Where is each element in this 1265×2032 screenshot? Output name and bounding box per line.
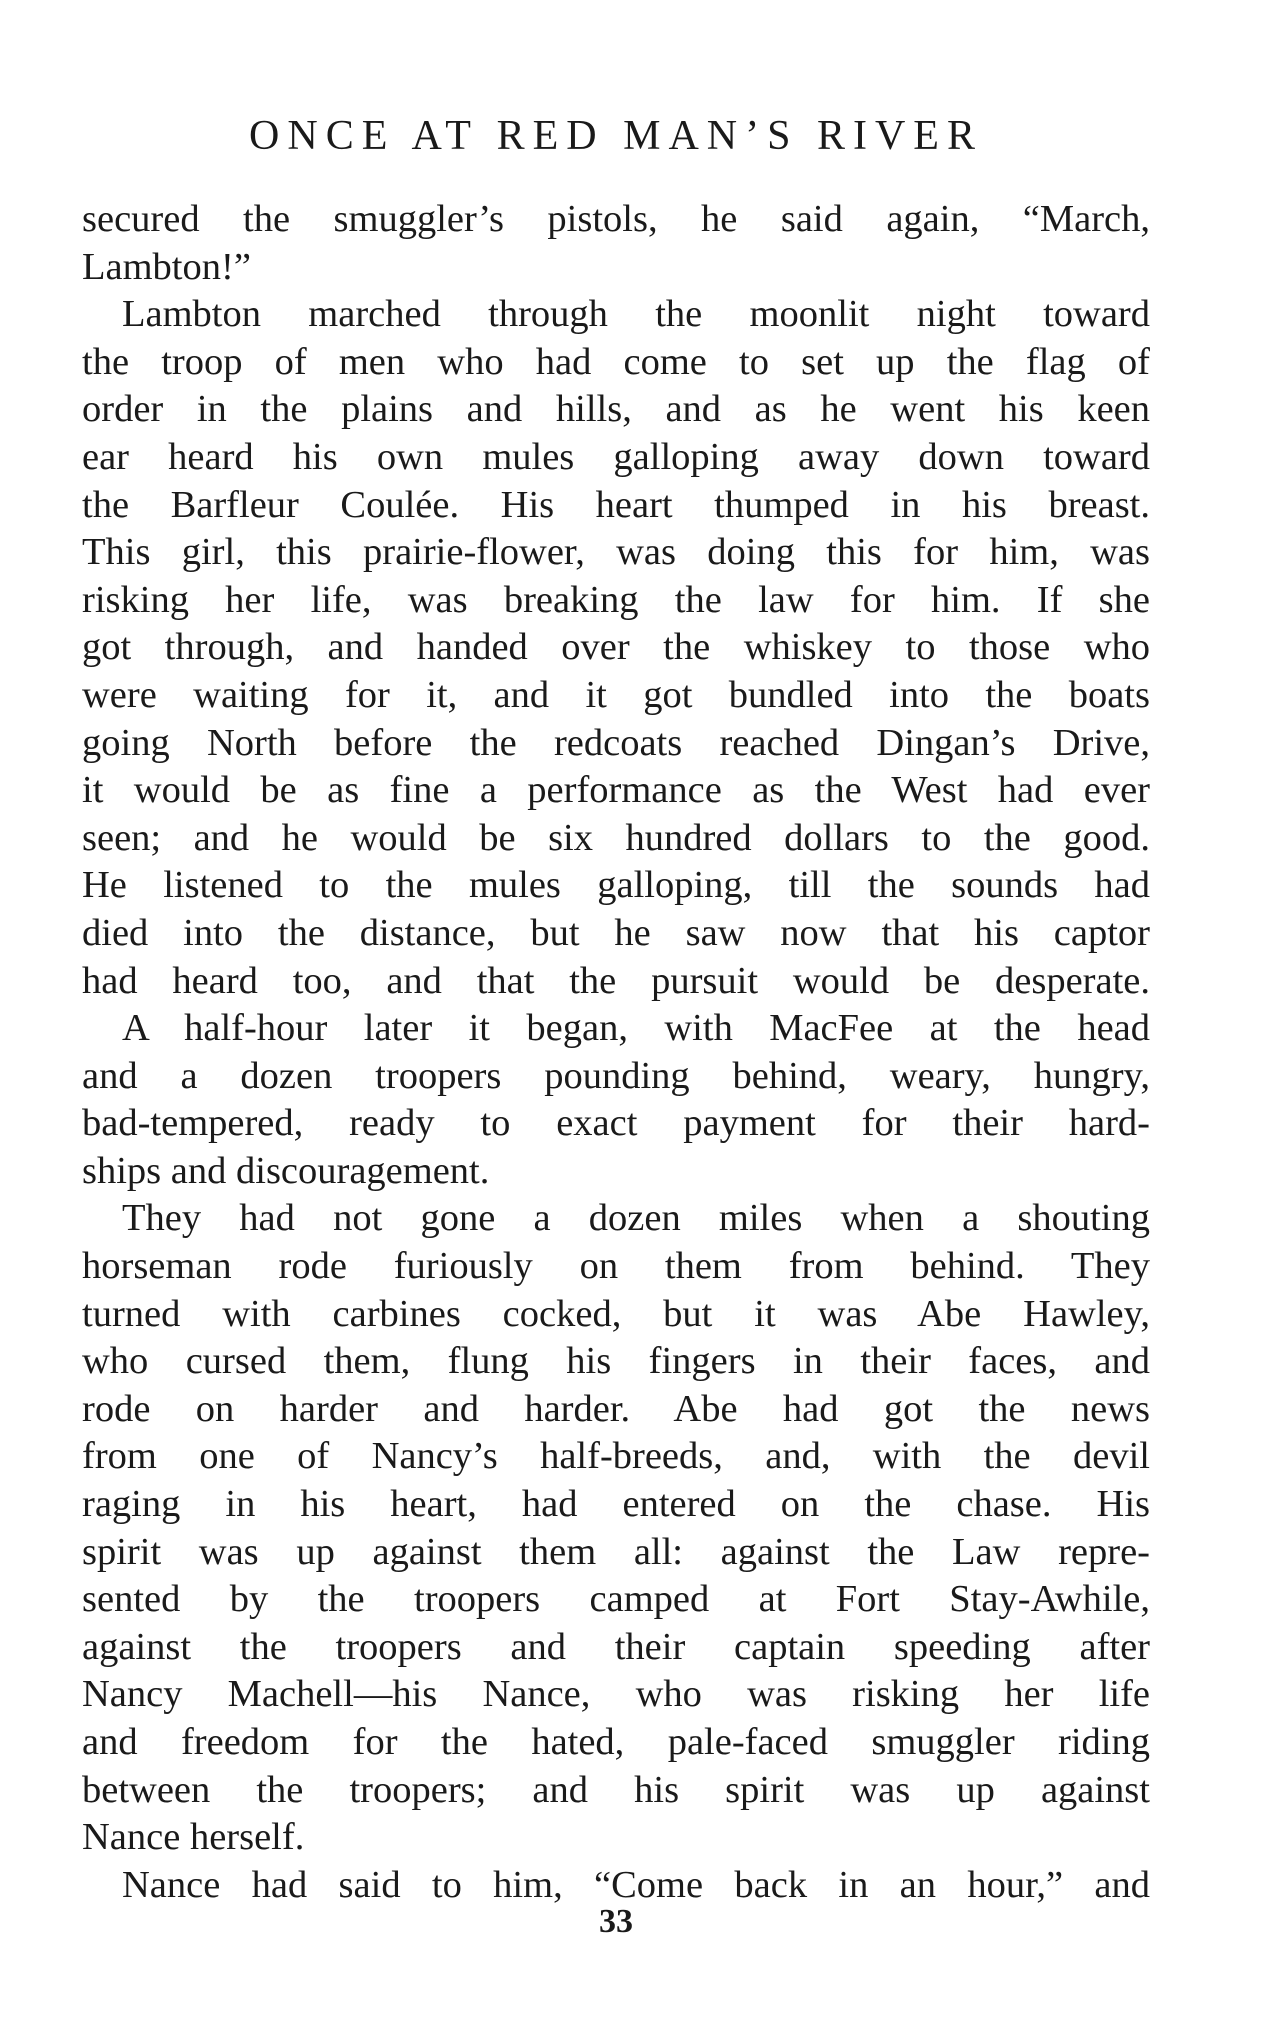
text-line: were waiting for it, and it got bundled into the boats	[82, 673, 1150, 716]
text-line: rode on harder and harder. Abe had got the news	[82, 1387, 1150, 1430]
text-line: and a dozen troopers pounding behind, weary, hungry,	[82, 1054, 1150, 1097]
text-line: and freedom for the hated, pale-faced smuggler riding	[82, 1721, 1150, 1763]
text-line: A half-hour later it began, with MacFee at the head	[122, 1007, 1150, 1050]
text-line: They had not gone a dozen miles when a shouting	[122, 1197, 1150, 1240]
text-line: seen; and he would be six hundred dollars to the good.	[82, 816, 1150, 859]
text-line: risking her life, was breaking the law for him. If she	[82, 578, 1150, 621]
text-line: the troop of men who had come to set up the flag of	[82, 340, 1150, 383]
text-line: Lambton marched through the moonlit night toward	[122, 293, 1150, 336]
text-line: died into the distance, but he saw now that his captor	[82, 911, 1150, 954]
text-line: Nance herself.	[82, 1816, 305, 1859]
text-line: He listened to the mules galloping, till the sounds had	[82, 864, 1150, 907]
text-line: secured the smuggler’s pistols, he said again, “March,	[82, 198, 1150, 240]
text-line: Nancy Machell—his Nance, who was risking her life	[82, 1673, 1150, 1716]
body-text	[82, 196, 1150, 1909]
text-line: sented by the troopers camped at Fort Stay-Awhile,	[82, 1578, 1150, 1621]
text-line: horseman rode furiously on them from behind. They	[82, 1245, 1150, 1288]
text-line: had heard too, and that the pursuit would be desperate.	[82, 959, 1150, 1002]
text-line: the Barfleur Coulée. His heart thumped in his breast.	[82, 483, 1150, 526]
text-line: ear heard his own mules galloping away down toward	[82, 435, 1150, 478]
text-line: against the troopers and their captain speeding after	[82, 1625, 1150, 1668]
text-line: turned with carbines cocked, but it was Abe Hawley,	[82, 1292, 1150, 1335]
text-line: spirit was up against them all: against the Law repre-	[82, 1530, 1150, 1573]
text-line: between the troopers; and his spirit was up against	[82, 1768, 1150, 1811]
text-line: going North before the redcoats reached Dingan’s Drive,	[82, 721, 1150, 764]
text-line: ships and discouragement.	[82, 1149, 490, 1192]
text-line: order in the plains and hills, and as he went his keen	[82, 388, 1150, 431]
text-line: This girl, this prairie-flower, was doing this for him, was	[82, 531, 1150, 574]
text-line: raging in his heart, had entered on the chase. His	[82, 1483, 1150, 1526]
text-line: who cursed them, flung his fingers in their faces, and	[82, 1340, 1150, 1383]
text-line: it would be as fine a performance as the West had ever	[82, 769, 1150, 812]
page-number: 33	[599, 1903, 633, 1940]
text-line: from one of Nancy’s half-breeds, and, with the devil	[82, 1435, 1150, 1478]
running-head: ONCE AT RED MAN’S RIVER	[249, 113, 983, 159]
text-line: bad-tempered, ready to exact payment for their hard-	[82, 1102, 1150, 1145]
text-line: Nance had said to him, “Come back in an hour,” and	[122, 1863, 1150, 1906]
text-line: Lambton!”	[82, 245, 251, 288]
text-line: got through, and handed over the whiskey to those who	[82, 626, 1150, 669]
